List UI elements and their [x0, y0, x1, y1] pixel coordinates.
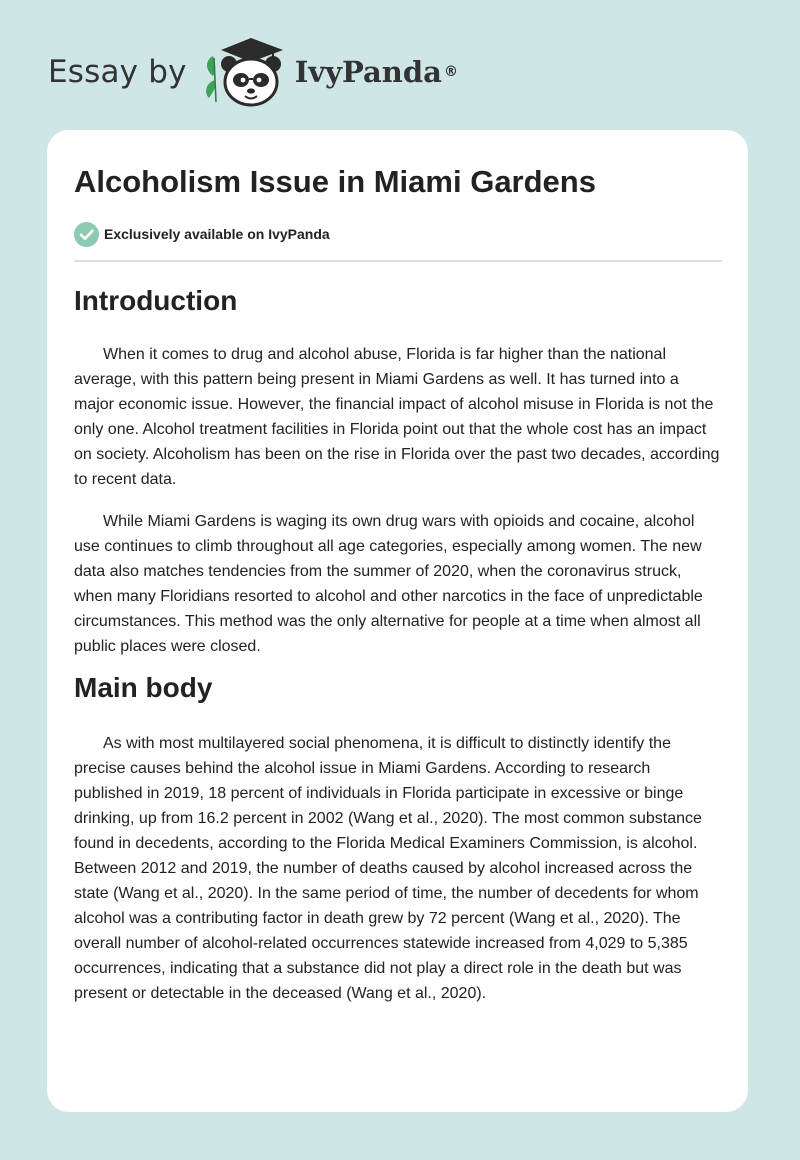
title-divider	[74, 260, 722, 262]
article-content	[74, 160, 722, 1006]
section-heading: Main body	[74, 672, 213, 703]
section-main-body	[74, 670, 722, 1006]
ivypanda-logo[interactable]	[201, 36, 458, 108]
article-card	[47, 130, 748, 1112]
section-heading: Introduction	[74, 285, 238, 316]
check-circle-icon	[74, 222, 99, 247]
site-header	[48, 36, 458, 108]
exclusive-badge-label: Exclusively available on IvyPanda	[104, 226, 330, 242]
paragraph: While Miami Gardens is waging its own drug wars with opioids and cocaine, alcohol use continues to climb throughout all age categories, especially among women. The new data also matches tendencies from the summer of 2020, when the coronavirus struck, when many Floridians resorted to alcohol and other narcotics in the face of unpredictable circumstances. This method was the only alternative for people at a time when almost all public places were closed.	[74, 513, 703, 655]
exclusive-badge	[74, 221, 722, 247]
panda-graduate-icon	[201, 36, 293, 108]
section-introduction	[74, 283, 722, 659]
paragraph: As with most multilayered social phenomena, it is difficult to distinctly identify the precise causes behind the alcohol issue in Miami Gardens. According to research published in 2019, 18 percent of individuals in Florida participate in excessive or binge drinking, up from 16.2 percent in 2002 (Wang et al., 2020). The most common substance found in decedents, according to the Florida Medical Examiners Commission, is alcohol. Between 2012 and 2019, the number of deaths caused by alcohol increased across the state (Wang et al., 2020). In the same period of time, the number of decedents for whom alcohol was a contributing factor in death grew by 72 percent (Wang et al., 2020). The overall number of alcohol-related occurrences statewide increased from 4,029 to 5,385 occurrences, indicating that a substance did not play a direct role in the death but was present or detectable in the deceased (Wang et al., 2020).	[74, 735, 702, 1002]
essay-by-label: Essay by	[48, 54, 187, 90]
paragraph: When it comes to drug and alcohol abuse, Florida is far higher than the national average, with this pattern being present in Miami Gardens as well. It has turned into a major economic issue. However, the financial impact of alcohol misuse in Florida is not the only one. Alcohol treatment facilities in Florida point out that the whole cost has an impact on society. Alcoholism has been on the rise in Florida over the past two decades, according to recent data.	[74, 346, 720, 488]
brand-name: IvyPanda	[294, 55, 442, 89]
registered-mark: ®	[443, 64, 458, 80]
article-title: Alcoholism Issue in Miami Gardens	[74, 164, 596, 199]
